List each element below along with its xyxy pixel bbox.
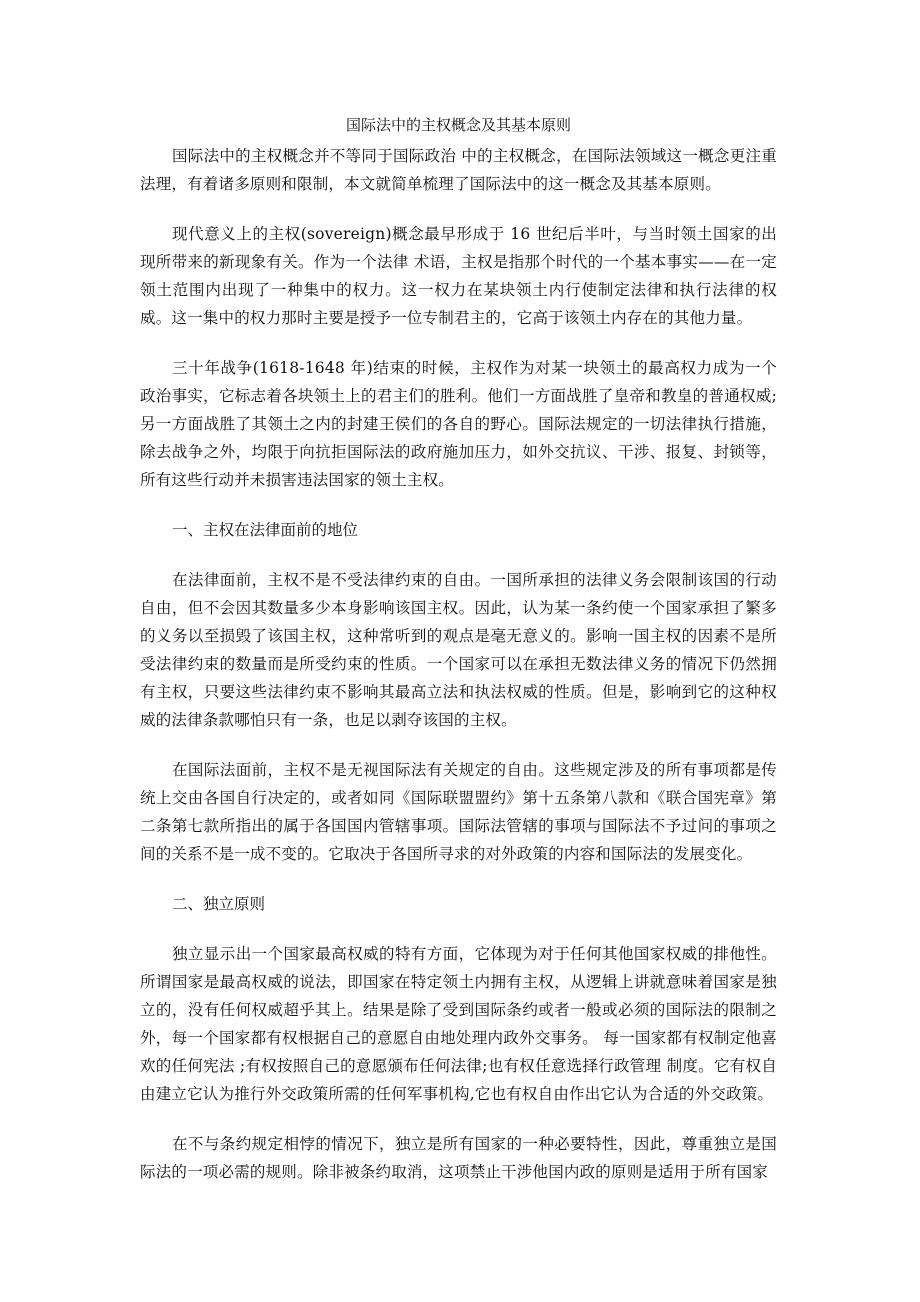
- non-intervention-paragraph: 在不与条约规定相悖的情况下，独立是所有国家的一种必要特性，因此，尊重独立是国际法的一项必需的规则。除非被条约取消，这项禁止干涉他国内政的原则是适用于所有国家: [140, 1135, 777, 1181]
- document-title: 国际法中的主权概念及其基本原则: [345, 116, 571, 134]
- intro-paragraph: 国际法中的主权概念并不等同于国际政治 中的主权概念，在国际法领域这一概念更注重法理，有着诸多原则和限制，本文就简单梳理了国际法中的这一概念及其基本原则。: [140, 147, 777, 193]
- thirty-years-war-paragraph: 三十年战争(1618-1648 年)结束的时候，主权作为对某一块领土的最高权力成为一个政治事实，它标志着各块领土上的君主们的胜利。他们一方面战胜了皇帝和教皇的普通权威;另一方面战胜了其领土之内的封建王侯们的各自的野心。国际法规定的一切法律执行措施，除去战争之外，均限于向抗拒国际法的政府施加压力，如外交抗议、干涉、报复、封锁等，所有这些行动并未损害违法国家的领土主权。: [140, 359, 777, 489]
- document-page: [140, 112, 777, 1208]
- section-heading-2: 二、独立原则: [172, 895, 266, 913]
- independence-paragraph: 独立显示出一个国家最高权威的特有方面，它体现为对于任何其他国家权威的排他性。所谓国家是最高权威的说法，即国家在特定领土内拥有主权，从逻辑上讲就意味着国家是独立的，没有任何权威超乎其上。结果是除了受到国际条约或者一般或必须的国际法的限制之外，每一个国家都有权根据自己的意愿自由地处理内政外交事务。 每一国家都有权制定他喜欢的任何宪法 ;有权按照自己的意愿颁布任何法律;也有权任意选择行政管理 制度。它有权自由建立它认为推行外交政策所需的任何军事机构,它也有权自由作出它认为合适的外交政策。: [140, 945, 777, 1103]
- international-law-paragraph: 在国际法面前，主权不是无视国际法有关规定的自由。这些规定涉及的所有事项都是传统上交由各国自行决定的，或者如同《国际联盟盟约》第十五条第八款和《联合国宪章》第二条第七款所指出的属于各国国内管辖事项。国际法管辖的事项与国际法不予过问的事项之间的关系不是一成不变的。它取决于各国所寻求的对外政策的内容和国际法的发展变化。: [140, 761, 777, 863]
- sovereignty-origin-paragraph: 现代意义上的主权(sovereign)概念最早形成于 16 世纪后半叶，与当时领土国家的出现所带来的新现象有关。作为一个法律 术语，主权是指那个时代的一个基本事实——在一定领土范围内出现了一种集中的权力。这一权力在某块领土内行使制定法律和执行法律的权威。这一集中的权力那时主要是授予一位专制君主的，它高于该领土内存在的其他力量。: [140, 225, 777, 327]
- section-heading-1: 一、主权在法律面前的地位: [172, 521, 359, 539]
- law-status-paragraph: 在法律面前，主权不是不受法律约束的自由。一国所承担的法律义务会限制该国的行动自由，但不会因其数量多少本身影响该国主权。因此，认为某一条约使一个国家承担了繁多的义务以至损毁了该国主权，这种常听到的观点是毫无意义的。影响一国主权的因素不是所受法律约束的数量而是所受约束的性质。一个国家可以在承担无数法律义务的情况下仍然拥有主权，只要这些法律约束不影响其最高立法和执法权威的性质。但是，影响到它的这种权威的法律条款哪怕只有一条，也足以剥夺该国的主权。: [140, 571, 777, 729]
